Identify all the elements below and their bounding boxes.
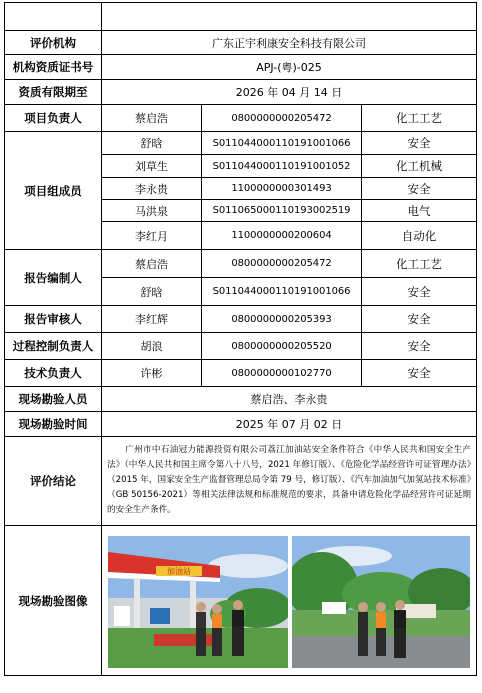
org-row <box>5 31 477 55</box>
site-photo-1 <box>108 536 288 668</box>
author-row <box>5 250 477 278</box>
members-label: 项目组成员 <box>5 132 102 250</box>
person-name: 舒晗 <box>102 132 202 155</box>
header-blank-row <box>5 3 477 31</box>
person-specialty: 安全 <box>362 360 477 387</box>
person-specialty: 化工工艺 <box>362 250 477 278</box>
person-specialty: 安全 <box>362 306 477 333</box>
conclusion-label: 评价结论 <box>5 437 102 526</box>
cert-label: 机构资质证书号 <box>5 55 102 80</box>
person-name: 舒晗 <box>102 278 202 306</box>
person-specialty: 化工机械 <box>362 155 477 178</box>
person-specialty: 安全 <box>362 333 477 360</box>
info-table <box>4 2 477 676</box>
person-name: 胡浪 <box>102 333 202 360</box>
person-name: 马洪泉 <box>102 200 202 222</box>
person-specialty: 自动化 <box>362 222 477 250</box>
leader-label: 项目负责人 <box>5 105 102 132</box>
person-specialty: 安全 <box>362 278 477 306</box>
person-cert: 0800000000205472 <box>202 105 362 132</box>
person-cert: S011044000110191001066 <box>202 278 362 306</box>
conclusion-cell <box>102 437 477 526</box>
site-time-row <box>5 412 477 437</box>
site-staff-label: 现场勘验人员 <box>5 387 102 412</box>
process-ctrl-row <box>5 333 477 360</box>
member-row <box>5 132 477 155</box>
blank-cell <box>5 3 102 31</box>
cert-value: APJ-(粤)-025 <box>102 55 477 80</box>
person-name: 李永贵 <box>102 178 202 200</box>
site-photo-2-image <box>292 536 470 668</box>
tech-lead-label: 技术负责人 <box>5 360 102 387</box>
valid-value: 2026 年 04 月 14 日 <box>102 80 477 105</box>
cert-row <box>5 55 477 80</box>
site-staff-row <box>5 387 477 412</box>
site-time-value: 2025 年 07 月 02 日 <box>102 412 477 437</box>
org-label: 评价机构 <box>5 31 102 55</box>
reviewer-row <box>5 306 477 333</box>
photos-label: 现场勘验图像 <box>5 526 102 676</box>
valid-label: 资质有限期至 <box>5 80 102 105</box>
person-specialty: 化工工艺 <box>362 105 477 132</box>
person-cert: S011044000110191001052 <box>202 155 362 178</box>
reviewer-label: 报告审核人 <box>5 306 102 333</box>
person-name: 许彬 <box>102 360 202 387</box>
person-cert: 0800000000102770 <box>202 360 362 387</box>
photo-sign-text: 加油站 <box>167 566 191 576</box>
authors-label: 报告编制人 <box>5 250 102 306</box>
site-time-label: 现场勘验时间 <box>5 412 102 437</box>
evaluation-info-sheet <box>4 2 476 690</box>
blank-cell <box>102 3 477 31</box>
person-name: 李红辉 <box>102 306 202 333</box>
conclusion-text: 广州市中石油冠力能源投资有限公司荔江加油站安全条件符合《中华人民共和国安全生产法》（中华人民共和国主席令第八十八号，2021 年修订版）、《危险化学品经营许可证管理办法》（2015 年，国家安全生产监督管理总局令第 79 号，修订版）、《汽车加油加气加氢站技术标准》（GB 50156-2021）等相关法律法规和标准规范的要求，具备申请危险化学品经营许可证延期的安全生产条件。 <box>107 445 471 515</box>
photos-container <box>102 528 476 674</box>
person-cert: 0800000000205472 <box>202 250 362 278</box>
photos-row <box>5 526 477 676</box>
org-value: 广东正宇利康安全科技有限公司 <box>102 31 477 55</box>
person-cert: S011065000110193002519 <box>202 200 362 222</box>
person-specialty: 安全 <box>362 178 477 200</box>
site-photo-2 <box>292 536 470 668</box>
person-cert: 0800000000205393 <box>202 306 362 333</box>
person-name: 蔡启浩 <box>102 105 202 132</box>
tech-lead-row <box>5 360 477 387</box>
photos-cell <box>102 526 477 676</box>
leader-row <box>5 105 477 132</box>
site-photo-1-image <box>108 536 288 668</box>
process-ctrl-label: 过程控制负责人 <box>5 333 102 360</box>
person-name: 刘草生 <box>102 155 202 178</box>
conclusion-row <box>5 437 477 526</box>
valid-row <box>5 80 477 105</box>
person-cert: 1100000000301493 <box>202 178 362 200</box>
person-cert: 1100000000200604 <box>202 222 362 250</box>
person-specialty: 电气 <box>362 200 477 222</box>
person-name: 蔡启浩 <box>102 250 202 278</box>
person-cert: S011044000110191001066 <box>202 132 362 155</box>
person-specialty: 安全 <box>362 132 477 155</box>
person-cert: 0800000000205520 <box>202 333 362 360</box>
site-staff-value: 蔡启浩、李永贵 <box>102 387 477 412</box>
person-name: 李红月 <box>102 222 202 250</box>
